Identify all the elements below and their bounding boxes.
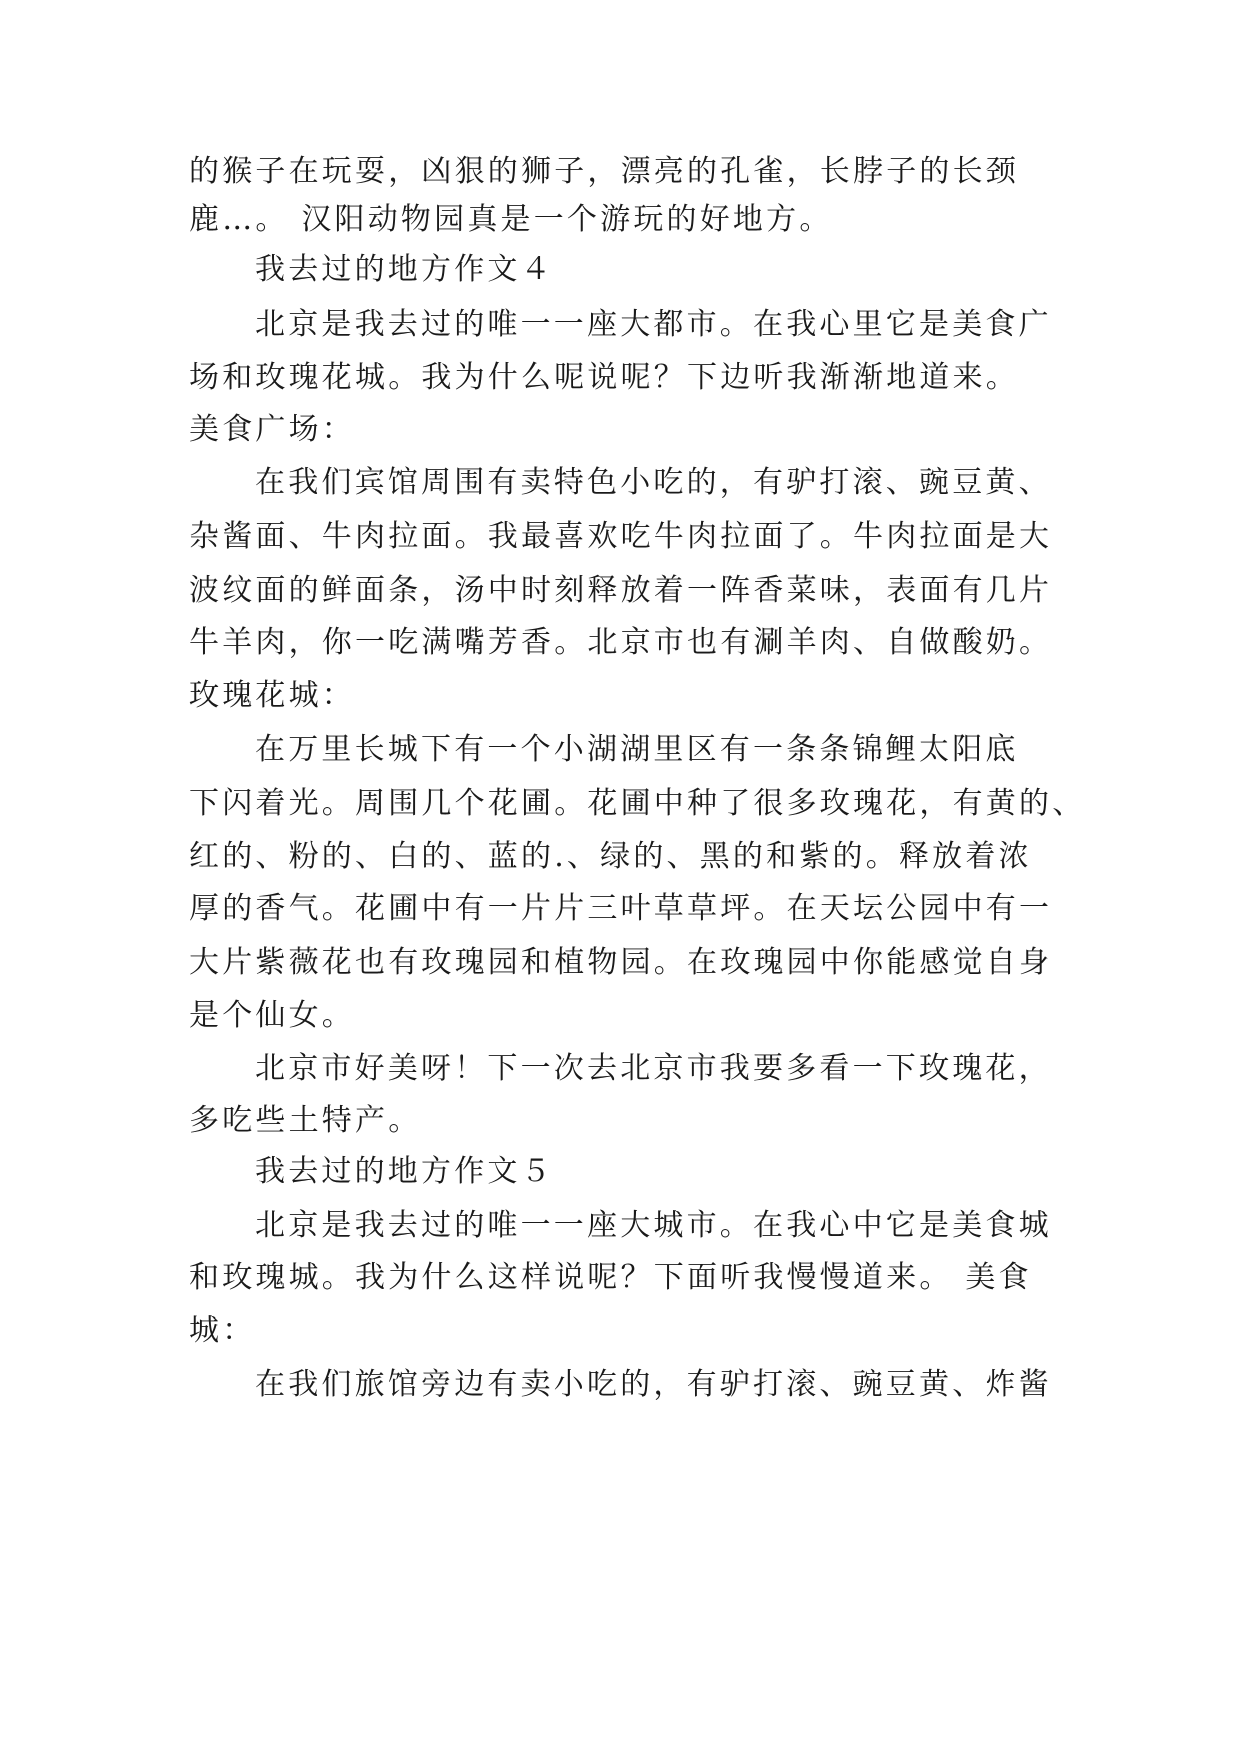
paragraph-start: 北京是我去过的唯一一座大都市。在我心里它是美食广: [255, 307, 1052, 342]
text-line: 大片紫薇花也有玫瑰园和植物园。在玫瑰园中你能感觉自身: [189, 945, 1053, 980]
text-line: 鹿…。 汉阳动物园真是一个游玩的好地方。: [189, 202, 833, 237]
paragraph-start: 在万里长城下有一个小湖湖里区有一条条锦鲤太阳底: [255, 732, 1019, 767]
text-line: 城：: [189, 1313, 256, 1348]
text-line: 是个仙女。: [189, 998, 355, 1033]
paragraph-start: 北京是我去过的唯一一座大城市。在我心中它是美食城: [255, 1208, 1052, 1243]
text-line: 牛羊肉，你一吃满嘴芳香。北京市也有涮羊肉、自做酸奶。: [189, 625, 1053, 660]
text-line: 红的、粉的、白的、蓝的.、绿的、黑的和紫的。释放着浓: [189, 839, 1032, 874]
paragraph-start: 在我们旅馆旁边有卖小吃的，有驴打滚、豌豆黄、炸酱: [255, 1367, 1052, 1402]
text-line: 和玫瑰城。我为什么这样说呢？下面听我慢慢道来。 美食: [189, 1260, 1032, 1295]
text-line: 玫瑰花城：: [189, 678, 355, 713]
text-line: 波纹面的鲜面条，汤中时刻释放着一阵香菜味，表面有几片: [189, 573, 1053, 608]
paragraph-start: 在我们宾馆周围有卖特色小吃的，有驴打滚、豌豆黄、: [255, 465, 1052, 500]
text-line: 多吃些土特产。: [189, 1103, 422, 1138]
section-heading: 我去过的地方作文５: [255, 1154, 554, 1189]
paragraph-start: 北京市好美呀！下一次去北京市我要多看一下玫瑰花，: [255, 1051, 1052, 1086]
text-line: 厚的香气。花圃中有一片片三叶草草坪。在天坛公园中有一: [189, 891, 1053, 926]
text-line: 场和玫瑰花城。我为什么呢说呢？下边听我渐渐地道来。: [189, 360, 1019, 395]
section-heading: 我去过的地方作文４: [255, 252, 554, 287]
text-line: 杂酱面、牛肉拉面。我最喜欢吃牛肉拉面了。牛肉拉面是大: [189, 519, 1053, 554]
text-line: 的猴子在玩耍，凶狠的狮子，漂亮的孔雀，长脖子的长颈: [189, 154, 1019, 189]
text-line: 美食广场：: [189, 412, 355, 447]
text-line: 下闪着光。周围几个花圃。花圃中种了很多玫瑰花，有黄的、: [189, 786, 1086, 821]
